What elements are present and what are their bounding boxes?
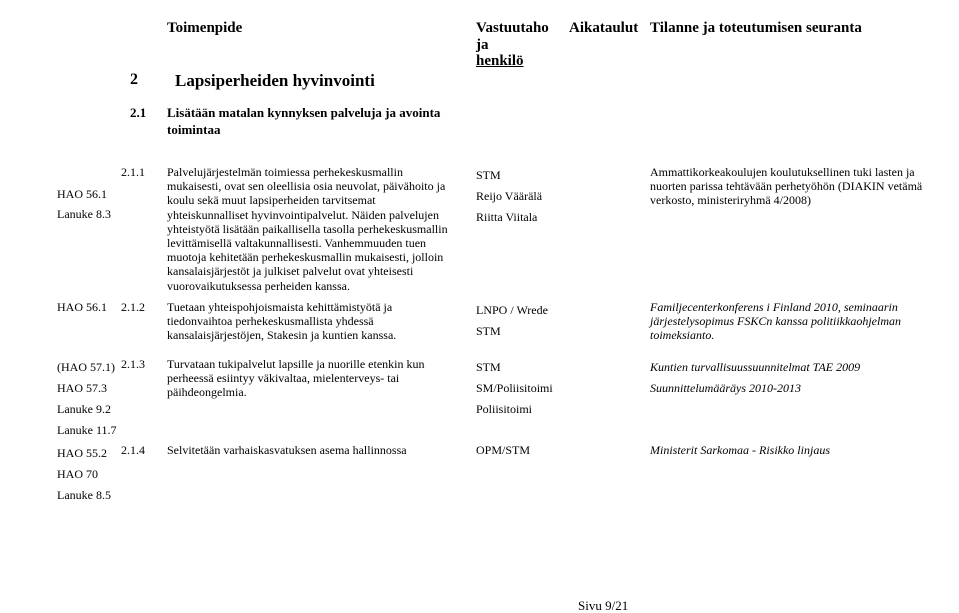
header-tilanne: Tilanne ja toteutumisen seuranta <box>650 20 862 36</box>
subsection-number: 2.1 <box>130 105 147 120</box>
status-line: nuorten parissa tehtävään perhetyöhön (DIAKIN vetämä <box>650 179 923 194</box>
row-4-responsible <box>476 443 530 457</box>
row-3-refs <box>57 357 117 441</box>
responsible-item: OPM/STM <box>476 443 531 457</box>
desc-line: vuorovaikutuksessa perheiden kanssa. <box>167 278 350 293</box>
responsible-item: Riitta Viitala <box>476 210 538 224</box>
row-4-status <box>650 443 830 457</box>
status-line: Ministerit Sarkomaa - Risikko linjaus <box>650 443 830 457</box>
subsection-title-line: toimintaa <box>167 122 221 137</box>
header-vastuutaho-ja: ja <box>476 37 489 53</box>
desc-line: kansalaisjärjestöjen, Stakesin ja kuntien kanssa. <box>167 328 397 343</box>
ref-item: HAO 57.3 <box>57 381 107 395</box>
ref-item: HAO 56.1 <box>57 187 107 201</box>
row-2-number: 2.1.2 <box>121 300 145 314</box>
ref-item: Lanuke 11.7 <box>57 423 117 437</box>
status-line: järjestelysopimus FSKCn kanssa politiikkaohjelman <box>650 314 901 329</box>
desc-line: koulu sekä muut lapsiperheiden tarvitsemat <box>167 193 376 208</box>
responsible-item: STM <box>476 168 501 182</box>
row-2-refs <box>57 300 107 314</box>
ref-item: Lanuke 8.5 <box>57 488 111 502</box>
desc-line: Selvitetään varhaiskasvatuksen asema hallinnossa <box>167 443 407 457</box>
row-2-description <box>167 300 396 343</box>
desc-line: perheessä esiintyy väkivaltaa, mielenterveys- tai <box>167 371 400 386</box>
desc-line: yhteiskunnalliset hyvinvointipalvelut. Näiden palvelujen <box>167 207 439 222</box>
header-vastuutaho-henkilo: henkilö <box>476 53 524 69</box>
desc-line: muotoja kehitetään perhekeskusmallin mukaisesti, jolloin <box>167 250 444 265</box>
row-4-number: 2.1.4 <box>121 443 145 457</box>
ref-item: HAO 70 <box>57 467 98 481</box>
status-line: Suunnittelumääräys 2010-2013 <box>650 381 801 395</box>
page-number: Sivu 9/21 <box>578 598 629 613</box>
row-2-responsible <box>476 300 548 342</box>
row-1-status <box>650 165 922 208</box>
status-line: verkosto, ministeriryhmä 4/2008) <box>650 193 811 208</box>
section-title: Lapsiperheiden hyvinvointi <box>175 71 375 90</box>
desc-line: tiedonvaihtoa perhekeskusmallista yhdessä <box>167 314 374 329</box>
responsible-item: Poliisitoimi <box>476 402 533 416</box>
desc-line: Palvelujärjestelmän toimiessa perhekeskusmallin <box>167 165 403 179</box>
responsible-item: LNPO / Wrede <box>476 303 548 317</box>
status-line: Ammattikorkeakoulujen koulutuksellinen tuki lasten ja <box>650 165 915 179</box>
desc-line: yhteistyötä lisätään paikallisella tasolla perhekeskusmallin <box>167 221 448 236</box>
status-line: Kuntien turvallisuussuunnitelmat TAE 2009 <box>650 360 861 374</box>
row-1-description <box>167 165 448 293</box>
desc-line: kansalaisjärjestöt ja julkiset palvelut ovat yhteisesti <box>167 264 414 279</box>
row-1-refs <box>57 184 111 224</box>
ref-item: Lanuke 8.3 <box>57 207 111 221</box>
desc-line: päihdeongelmia. <box>167 385 247 400</box>
row-3-description <box>167 357 425 400</box>
row-4-refs <box>57 443 111 506</box>
ref-item: Lanuke 9.2 <box>57 402 111 416</box>
row-3-responsible <box>476 357 553 420</box>
header-toimenpide: Toimenpide <box>167 20 243 36</box>
ref-item: HAO 56.1 <box>57 300 107 314</box>
row-3-number: 2.1.3 <box>121 357 145 371</box>
row-1-responsible <box>476 165 542 228</box>
row-1-number: 2.1.1 <box>121 165 145 179</box>
row-4-description <box>167 443 407 457</box>
subsection-title-line: Lisätään matalan kynnyksen palveluja ja avointa <box>167 105 441 120</box>
desc-line: Turvataan tukipalvelut lapsille ja nuorille etenkin kun <box>167 357 425 371</box>
header-aikataulut: Aikataulut <box>569 20 639 36</box>
row-3-status <box>650 357 860 399</box>
desc-line: mukaisesti, ovat sen oleellisia osia neuvolat, päivähoito ja <box>167 179 446 194</box>
responsible-item: STM <box>476 324 501 338</box>
header-vastuutaho: Vastuutaho <box>476 20 549 36</box>
row-2-status <box>650 300 901 343</box>
status-line: Familjecenterkonferens i Finland 2010, seminaarin <box>650 300 898 314</box>
ref-item: HAO 55.2 <box>57 446 107 460</box>
desc-line: Tuetaan yhteispohjoismaista kehittämistyötä ja <box>167 300 393 314</box>
responsible-item: STM <box>476 360 501 374</box>
responsible-item: Reijo Väärälä <box>476 189 543 203</box>
desc-line: levittämisellä valtakunnallisesti. Vanhemmuuden tuen <box>167 236 427 251</box>
responsible-item: SM/Poliisitoimi <box>476 381 553 395</box>
subsection-title <box>167 104 440 138</box>
status-line: toimeksianto. <box>650 328 715 343</box>
ref-item: (HAO 57.1) <box>57 360 115 374</box>
section-number: 2 <box>130 71 138 88</box>
